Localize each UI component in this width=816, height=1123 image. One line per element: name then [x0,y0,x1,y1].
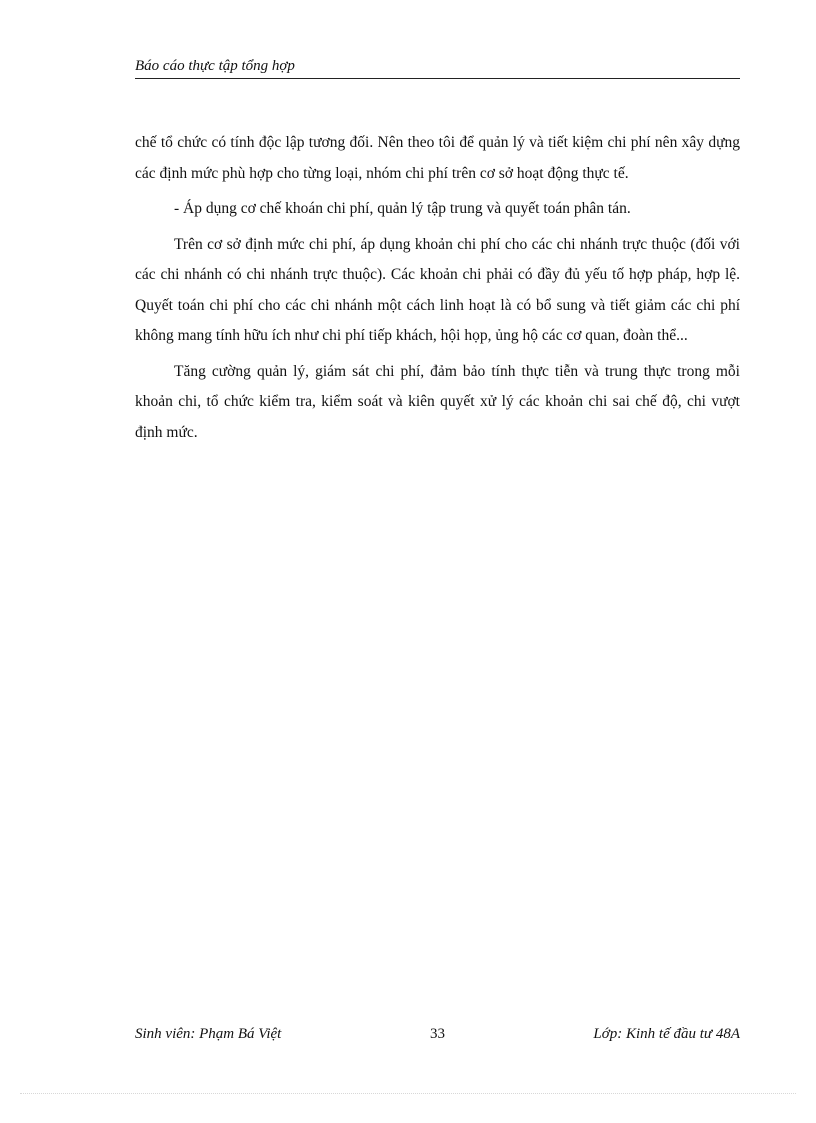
footer-student: Sinh viên: Phạm Bá Việt [135,1026,282,1042]
page-bottom-divider [20,1093,796,1094]
paragraph: chế tổ chức có tính độc lập tương đối. Nên theo tôi để quản lý và tiết kiệm chi phí nên xây dựng các định mức phù hợp cho từng loại, nhóm chi phí trên cơ sở hoạt động thực tế. [135,134,740,182]
paragraph: Tăng cường quản lý, giám sát chi phí, đảm bảo tính thực tiễn và trung thực trong mỗi khoản chi, tổ chức kiểm tra, kiểm soát và kiên quyết xử lý các khoản chi sai chế độ, chi vượt định mức. [135,362,740,441]
footer-class: Lớp: Kinh tế đầu tư 48A [593,1026,740,1042]
document-body [135,128,740,453]
paragraph: Trên cơ sở định mức chi phí, áp dụng khoản chi phí cho các chi nhánh trực thuộc (đối với các chi nhánh có chi nhánh trực thuộc). Các khoản chi phải có đầy đủ yếu tố hợp pháp, hợp lệ. Quyết toán chi phí cho các chi nhánh một cách linh hoạt là có bổ sung và tiết giảm các chi phí không mang tính hữu ích như chi phí tiếp khách, hội họp, ủng hộ các cơ quan, đoàn thể... [135,235,740,344]
paragraph: - Áp dụng cơ chế khoán chi phí, quản lý tập trung và quyết toán phân tán. [174,200,631,217]
page-header [135,58,740,79]
header-title: Báo cáo thực tập tổng hợp [135,58,295,74]
page-footer [135,1026,740,1048]
page-number: 33 [430,1026,445,1042]
